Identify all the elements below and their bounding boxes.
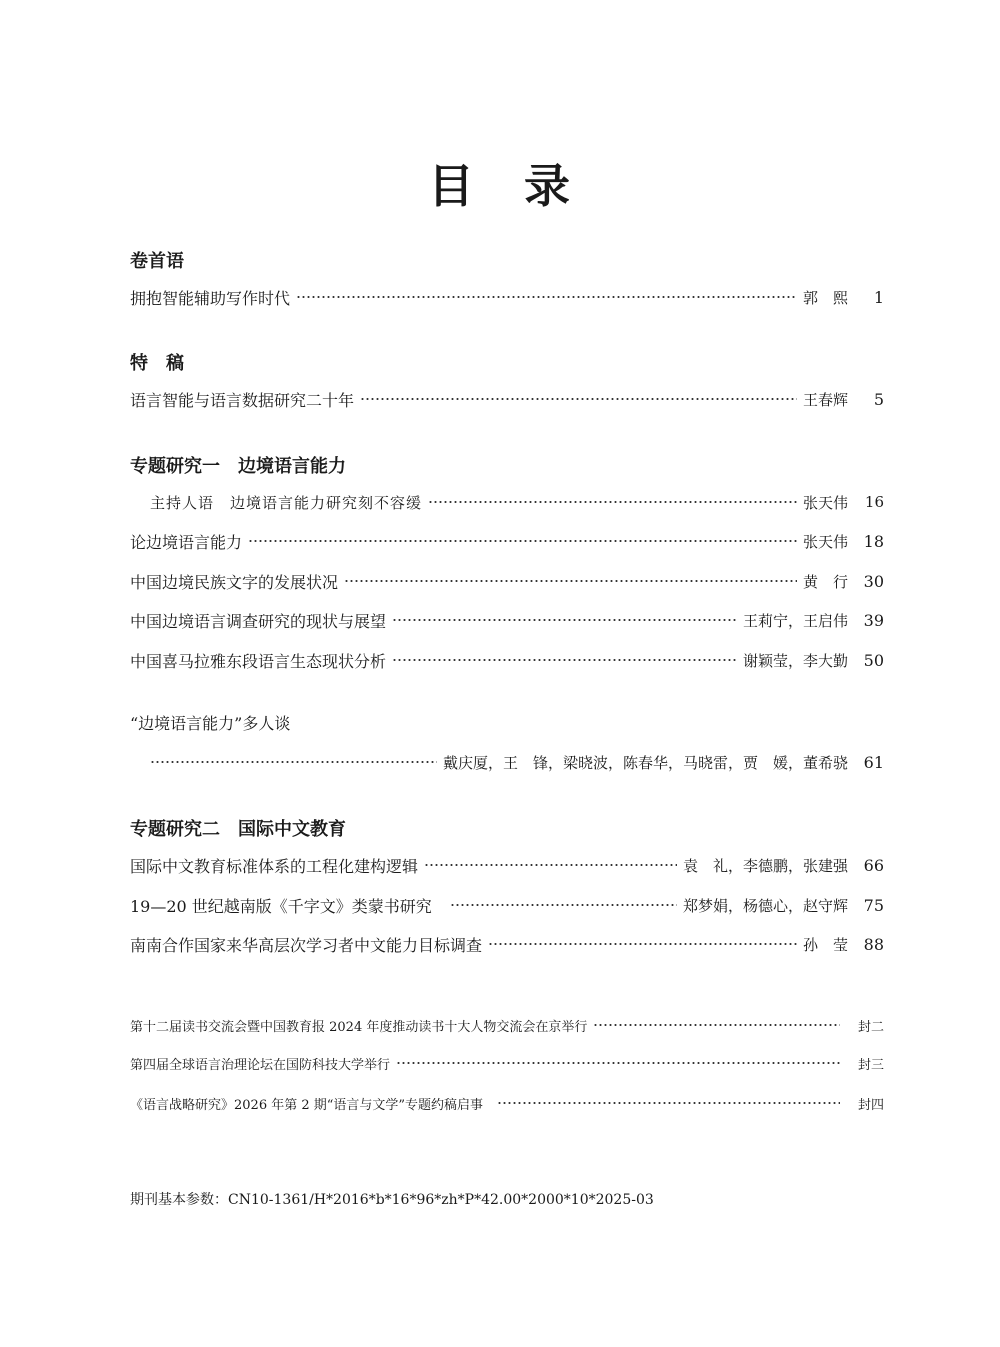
toc-entry[interactable] [130,608,884,632]
entry-authors: 郑梦娟，杨德心，赵守辉 [682,896,848,915]
notice-entry[interactable] [130,1051,884,1075]
toc-entry[interactable] [130,529,884,553]
dot-leader [344,580,797,582]
dot-leader [488,943,797,945]
notice-entry[interactable] [130,1013,884,1037]
entry-title: 国际中文教育标准体系的工程化建构逻辑 [130,856,419,876]
toc-entry[interactable] [150,750,884,774]
section-heading: 卷首语 [130,251,184,272]
notice-title: 《语言战略研究》2026 年第 2 期“语言与文学”专题约稿启事 [130,1097,484,1113]
entry-page: 61 [863,752,884,772]
entry-page: 75 [863,895,884,915]
entry-authors: 王莉宁，王启伟 [742,611,848,630]
entry-title: 中国边境民族文字的发展状况 [130,572,339,592]
toc-entry[interactable] [130,893,884,917]
entry-page: 66 [863,855,884,875]
section-heading: 专题研究二 国际中文教育 [130,819,346,840]
dot-leader [593,1024,840,1026]
notice-page: 封四 [857,1097,884,1113]
entry-authors: 孙 莹 [802,935,848,954]
notice-title: 第四届全球语言治理论坛在国防科技大学举行 [130,1057,391,1073]
entry-authors: 谢颖莹，李大勤 [742,651,848,670]
notice-entry[interactable] [130,1091,884,1115]
dot-leader [428,501,797,503]
notice-title: 第十二届读书交流会暨中国教育报 2024 年度推动读书十大人物交流会在京举行 [130,1019,588,1035]
entry-page: 16 [864,493,884,511]
section-heading: 专题研究一 边境语言能力 [130,456,346,477]
entry-page: 50 [863,650,884,670]
entry-title: 论边境语言能力 [130,532,243,552]
entry-page: 1 [873,287,884,307]
page-title: 目 录 [428,159,572,213]
dot-leader [396,1062,840,1064]
entry-title: 中国边境语言调查研究的现状与展望 [130,611,387,631]
entry-title: 中国喜马拉雅东段语言生态现状分析 [130,651,387,671]
entry-authors: 郭 熙 [802,288,848,307]
entry-page: 5 [873,389,884,409]
notice-page: 封二 [857,1019,884,1035]
journal-parameters: 期刊基本参数：CN10-1361/H*2016*b*16*96*zh*P*42.00*2000*10*2025-03 [130,1192,654,1208]
dot-leader [450,904,677,906]
entry-title: 语言智能与语言数据研究二十年 [130,390,355,410]
toc-entry[interactable] [130,285,884,309]
entry-authors: 黄 行 [802,572,848,591]
dot-leader [296,296,797,298]
dot-leader [424,864,677,866]
dot-leader [360,398,797,400]
section-heading: 特 稿 [130,353,184,374]
entry-title: 19—20 世纪越南版《千字文》类蒙书研究 [130,896,432,916]
entry-authors: 袁 礼，李德鹏，张建强 [682,856,848,875]
entry-page: 18 [863,531,884,551]
dot-leader [248,540,797,542]
toc-entry[interactable] [130,932,884,956]
entry-authors: 戴庆厦，王 锋，梁晓波，陈春华，马晓雷，贾 媛，董希骁 [442,753,848,772]
dot-leader [150,761,437,763]
entry-authors: 王春辉 [802,390,848,409]
entry-page: 30 [863,571,884,591]
entry-authors: 张天伟 [802,493,848,512]
notice-page: 封三 [857,1057,884,1073]
toc-entry[interactable] [130,387,884,411]
toc-entry[interactable] [130,569,884,593]
toc-entry[interactable] [150,490,884,514]
dot-leader [392,619,737,621]
entry-authors: 张天伟 [802,532,848,551]
dot-leader [497,1102,840,1104]
toc-entry[interactable] [130,853,884,877]
entry-page: 88 [863,934,884,954]
entry-title: 主持人语 边境语言能力研究刻不容缓 [150,493,423,512]
entry-title: 南南合作国家来华高层次学习者中文能力目标调查 [130,935,483,955]
multi-entry-title[interactable]: “边境语言能力”多人谈 [130,714,291,733]
entry-title: 拥抱智能辅助写作时代 [130,288,291,308]
entry-page: 39 [863,610,884,630]
dot-leader [392,659,737,661]
toc-entry[interactable] [130,648,884,672]
